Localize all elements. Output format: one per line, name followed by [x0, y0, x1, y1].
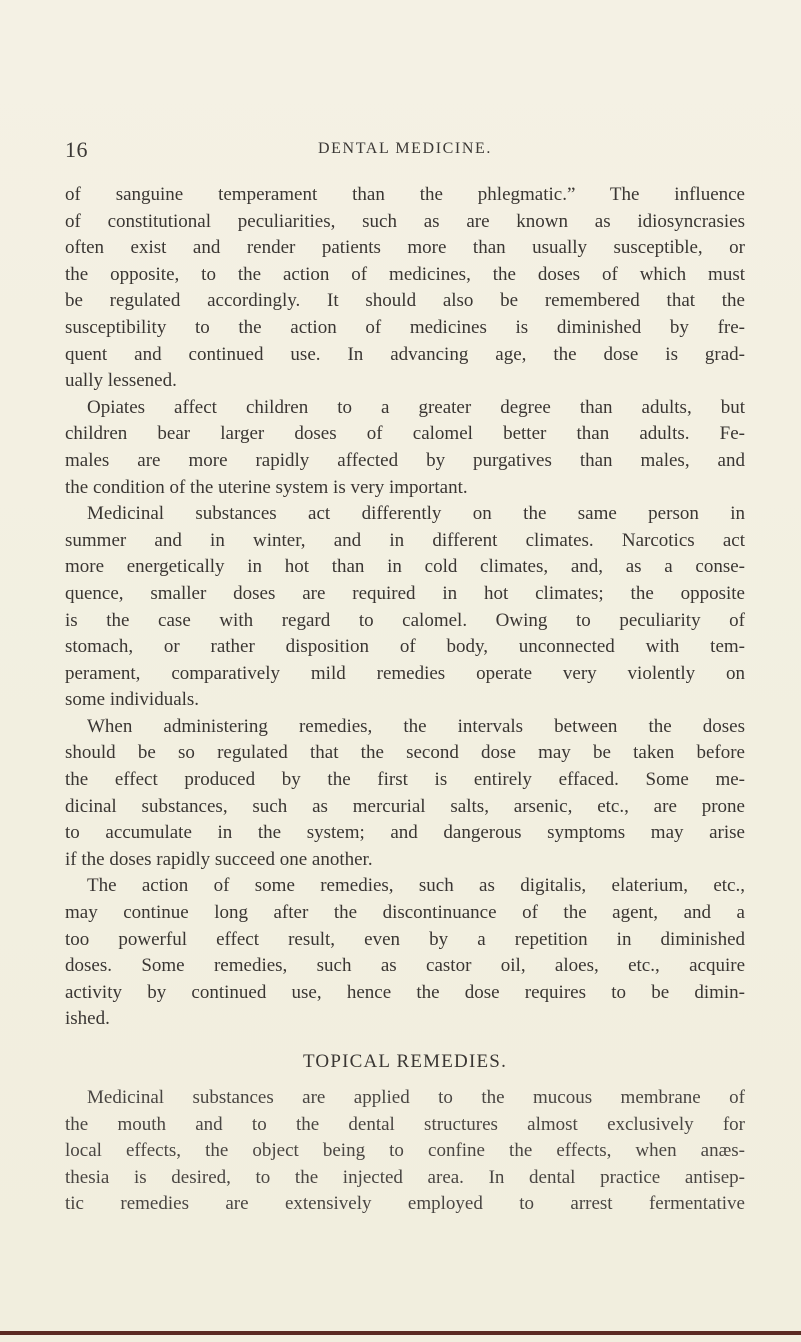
text-line: the mouth and to the dental structures almost exclusively for [65, 1113, 745, 1135]
paragraph-4 [65, 714, 745, 874]
text-line: is the case with regard to calomel. Owing to peculiarity of [65, 609, 745, 631]
text-line: too powerful effect result, even by a repetition in diminished [65, 928, 745, 950]
text-line: ished. [65, 1008, 110, 1030]
text-line: dicinal substances, such as mercurial salts, arsenic, etc., are prone [65, 795, 745, 817]
text-line: be regulated accordingly. It should also be remembered that the [65, 290, 745, 312]
paragraph-3 [65, 501, 745, 714]
page-bottom-edge [0, 1331, 801, 1335]
text-line: activity by continued use, hence the dose requires to be dimin- [65, 981, 745, 1003]
text-line: stomach, or rather disposition of body, unconnected with tem- [65, 636, 745, 658]
body-text [65, 182, 745, 1218]
text-line: the effect produced by the first is entirely effaced. Some me- [65, 769, 745, 791]
section-heading: TOPICAL REMEDIES. [302, 1051, 508, 1072]
text-line: The action of some remedies, such as digitalis, elaterium, etc., [87, 875, 745, 897]
text-line: the opposite, to the action of medicines, the doses of which must [65, 263, 745, 285]
text-line: some individuals. [65, 689, 200, 711]
text-line: When administering remedies, the intervals between the doses [87, 715, 745, 737]
text-line: of sanguine temperament than the phlegmatic.” The influence [65, 184, 745, 205]
text-line: quence, smaller doses are required in hot climates; the opposite [65, 582, 745, 604]
text-line: ually lessened. [65, 370, 177, 392]
paragraph-1 [65, 182, 745, 395]
text-line: Opiates affect children to a greater degree than adults, but [87, 396, 745, 418]
paragraph-2 [65, 395, 745, 501]
paragraph-5 [65, 873, 745, 1033]
text-line: doses. Some remedies, such as castor oil, aloes, etc., acquire [65, 955, 745, 977]
text-line: may continue long after the discontinuance of the agent, and a [65, 902, 745, 924]
text-line: Medicinal substances act differently on the same person in [87, 503, 745, 525]
text-line: thesia is desired, to the injected area. In dental practice antisep- [65, 1166, 745, 1188]
text-line: perament, comparatively mild remedies operate very violently on [65, 662, 745, 684]
running-head: DENTAL MEDICINE. [318, 140, 492, 157]
page-header [65, 137, 745, 163]
text-line: if the doses rapidly succeed one another. [65, 848, 373, 870]
paragraph-topical-remedies [65, 1085, 745, 1218]
text-line: of constitutional peculiarities, such as are known as idiosyncrasies [65, 210, 745, 232]
text-line: males are more rapidly affected by purgatives than males, and [65, 449, 745, 471]
text-line: local effects, the object being to confine the effects, when anæs- [65, 1140, 745, 1162]
text-line: Medicinal substances are applied to the mucous membrane of [87, 1087, 745, 1108]
text-line: to accumulate in the system; and dangerous symptoms may arise [65, 822, 745, 844]
text-line: often exist and render patients more than usually susceptible, or [65, 237, 745, 259]
text-line: quent and continued use. In advancing age, the dose is grad- [65, 343, 745, 365]
text-line: susceptibility to the action of medicines is diminished by fre- [65, 316, 745, 338]
text-line: the condition of the uterine system is very important. [65, 476, 468, 498]
text-line: summer and in winter, and in different climates. Narcotics act [65, 529, 745, 551]
text-line: children bear larger doses of calomel better than adults. Fe- [65, 423, 745, 445]
text-line: tic remedies are extensively employed to arrest fermentative [65, 1193, 745, 1215]
text-line: more energetically in hot than in cold climates, and, as a conse- [65, 556, 745, 578]
page-number: 16 [65, 137, 88, 162]
text-line: should be so regulated that the second dose may be taken before [65, 742, 745, 764]
